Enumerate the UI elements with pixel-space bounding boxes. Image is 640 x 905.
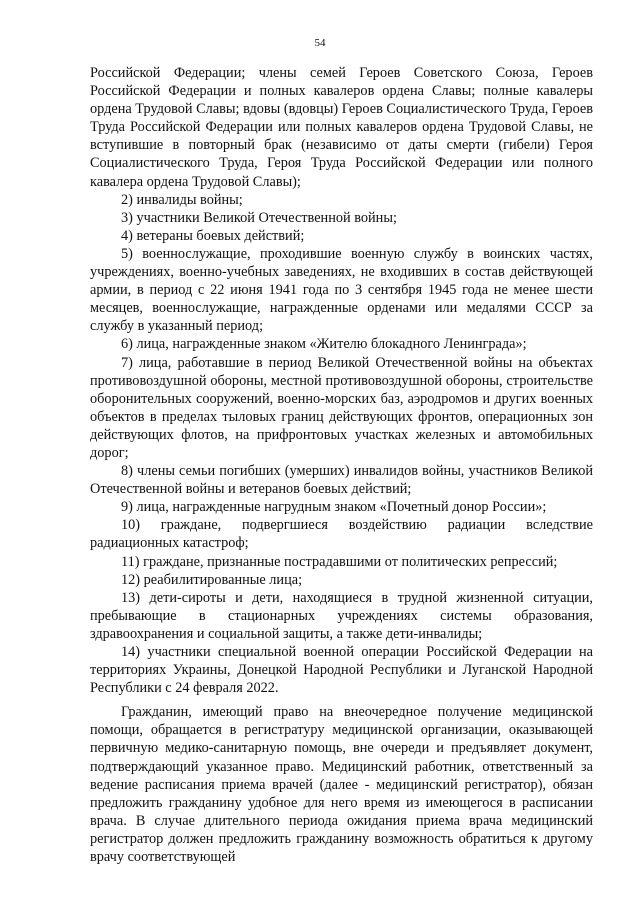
- list-item-orphans: 13) дети-сироты и дети, находящиеся в трудной жизненной ситуации, пребывающие в стационарных учреждениях системы образования, здравоохранения и социальной защиты, а также дети-инвалиды;: [90, 589, 593, 642]
- list-item-servicemen: 5) военнослужащие, проходившие военную службу в воинских частях, учреждениях, военно-учебных заведениях, не входивших в состав действующей армии, в период с 22 июня 1941 года по 3 сентября 1945 года не менее шести месяцев, военнослужащие, награжденные орденами или медалями СССР за службу в указанный период;: [90, 245, 593, 335]
- list-item-war-participants: 3) участники Великой Отечественной войны;: [121, 209, 397, 226]
- document-body: [90, 64, 593, 866]
- list-item-leningrad-blockade: 6) лица, награжденные знаком «Жителю блокадного Ленинграда»;: [121, 336, 527, 353]
- list-item-military-operation: 14) участники специальной военной операции Российской Федерации на территориях Украины, Донецкой Народной Республики и Луганской Народной Республики с 24 февраля 2022.: [90, 644, 593, 697]
- list-item-repression-victims: 11) граждане, признанные пострадавшими от политических репрессий;: [121, 553, 558, 570]
- paragraph-registration-procedure: Гражданин, имеющий право на внеочередное получение медицинской помощи, обращается в регистратуру медицинской организации, оказывающей первичную медико-санитарную помощь, вне очереди и предъявляет документ, подтверждающий указанное право. Медицинский работник, ответственный за ведение расписания приема врачей (далее - медицинский регистратор), обязан предложить гражданину удобное для него время из имеющегося в расписании врача. В случае длительного периода ожидания приема врача медицинский регистратор должен предложить гражданину возможность обратиться к другому врачу соответствующей: [90, 704, 593, 866]
- list-item-war-invalids: 2) инвалиды войны;: [121, 191, 243, 208]
- list-item-combat-veterans: 4) ветераны боевых действий;: [121, 227, 305, 244]
- list-item-family-of-deceased: 8) члены семьи погибших (умерших) инвалидов войны, участников Великой Отечественной войны и ветеранов боевых действий;: [90, 463, 593, 498]
- page-number: 54: [314, 37, 326, 49]
- paragraph-eligible-family-members: Российской Федерации; члены семей Героев Советского Союза, Героев Российской Федерации и полных кавалеров ордена Славы; полные кавалеры ордена Трудовой Славы; вдовы (вдовцы) Героев Социалистического Труда, Героев Труда Российской Федерации или полных кавалеров ордена Трудовой Славы, не вступившие в повторный брак (независимо от даты смерти (гибели) Героя Социалистического Труда, Героя Труда Российской Федерации или полного кавалера ордена Трудовой Славы);: [90, 65, 593, 190]
- list-item-defense-workers: 7) лица, работавшие в период Великой Отечественной войны на объектах противовоздушной обороны, местной противовоздушной обороны, строительстве оборонительных сооружений, военно-морских баз, аэродромов и других военных объектов в пределах тыловых границ действующих фронтов, операционных зон действующих флотов, на прифронтовых участках железных и автомобильных дорог;: [90, 354, 593, 461]
- list-item-honorary-donors: 9) лица, награжденные нагрудным знаком «Почетный донор России»;: [121, 499, 547, 516]
- list-item-radiation-victims: 10) граждане, подвергшиеся воздействию радиации вследствие радиационных катастроф;: [90, 517, 593, 552]
- list-item-rehabilitated: 12) реабилитированные лица;: [121, 571, 303, 588]
